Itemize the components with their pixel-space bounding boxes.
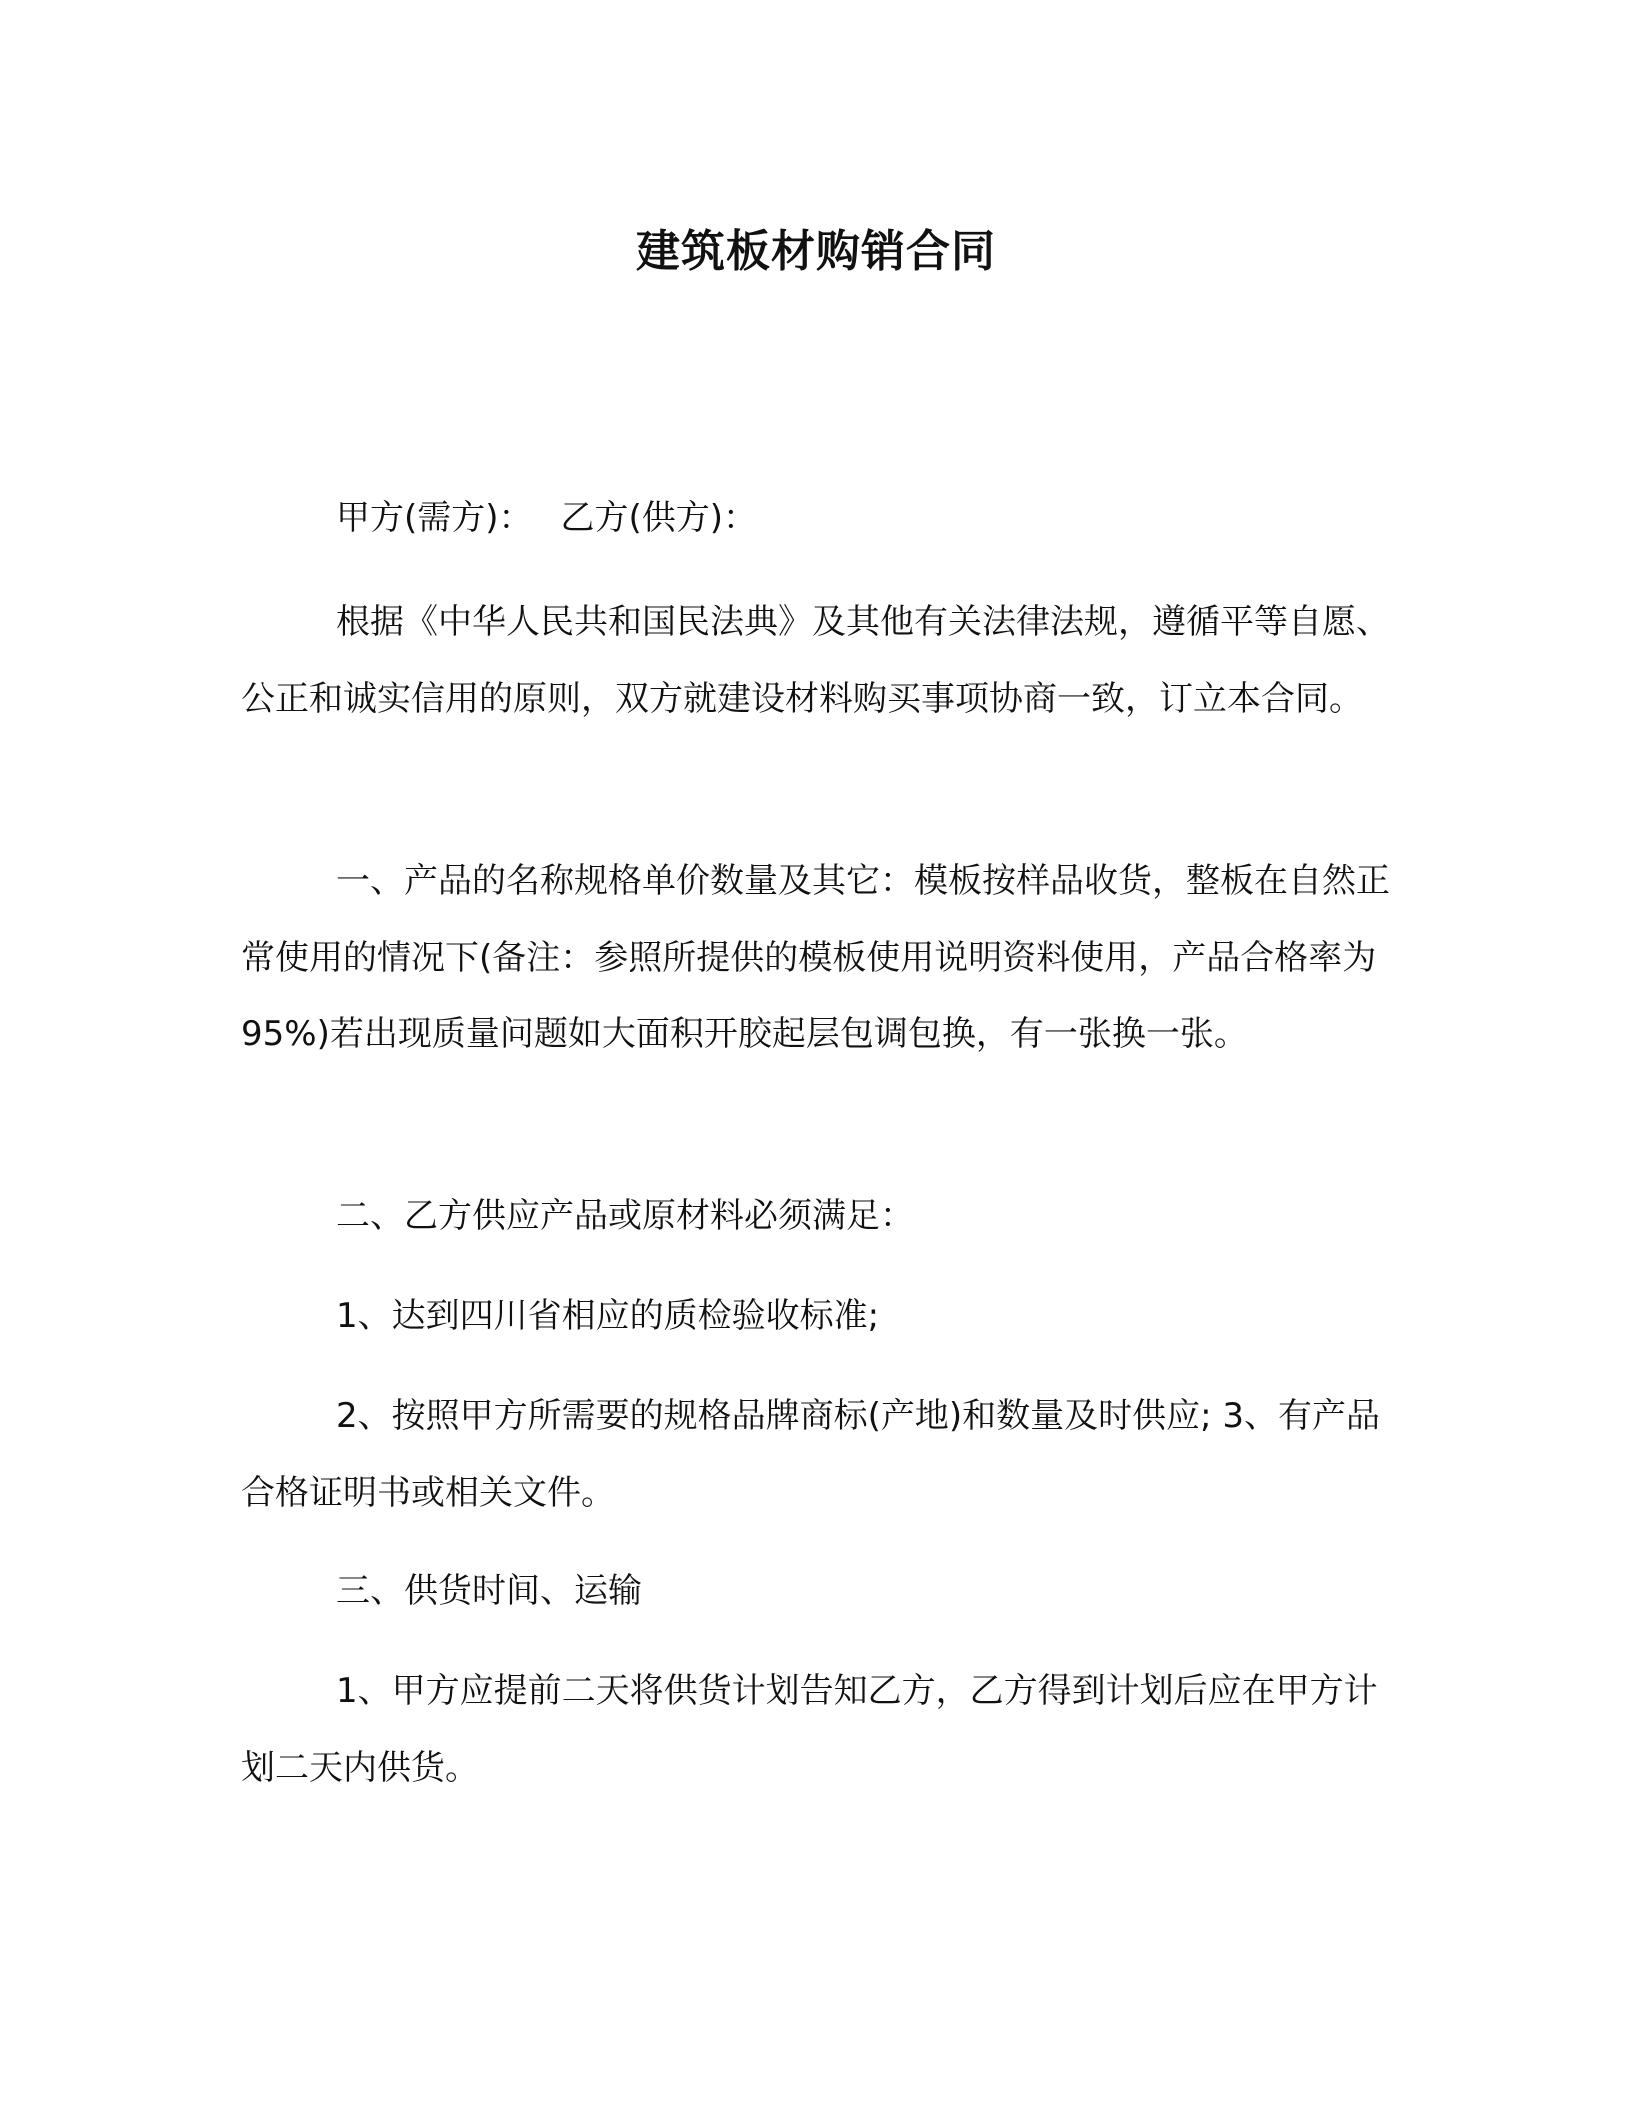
document-title: 建筑板材购销合同 xyxy=(636,226,996,277)
parties-line xyxy=(336,488,757,548)
clause-1-paragraph: 一、产品的名称规格单价数量及其它：模板按样品收货，整板在自然正常使用的情况下(备注：参照所提供的模板使用说明资料使用，产品合格率为 95%)若出现质量问题如大面积开胶起层包调包换，有一张换一张。 xyxy=(241,861,1390,1054)
clause-3-heading: 三、供货时间、运输 xyxy=(336,1571,642,1611)
party-a-label: 甲方(需方)： xyxy=(336,498,533,538)
clause-2-heading: 二、乙方供应产品或原材料必须满足： xyxy=(336,1196,914,1236)
party-b-label: 乙方(供方)： xyxy=(560,498,758,538)
preamble-paragraph: 根据《中华人民共和国民法典》及其他有关法律法规，遵循平等自愿、公正和诚实信用的原则，双方就建设材料购买事项协商一致，订立本合同。 xyxy=(241,602,1390,719)
clause-2-item-2-3: 2、按照甲方所需要的规格品牌商标(产地)和数量及时供应; 3、有产品合格证明书或相关文件。 xyxy=(241,1396,1381,1513)
clause-2-item-1: 1、达到四川省相应的质检验收标准; xyxy=(336,1296,880,1336)
clause-3-item-1: 1、甲方应提前二天将供货计划告知乙方，乙方得到计划后应在甲方计划二天内供货。 xyxy=(241,1671,1378,1788)
